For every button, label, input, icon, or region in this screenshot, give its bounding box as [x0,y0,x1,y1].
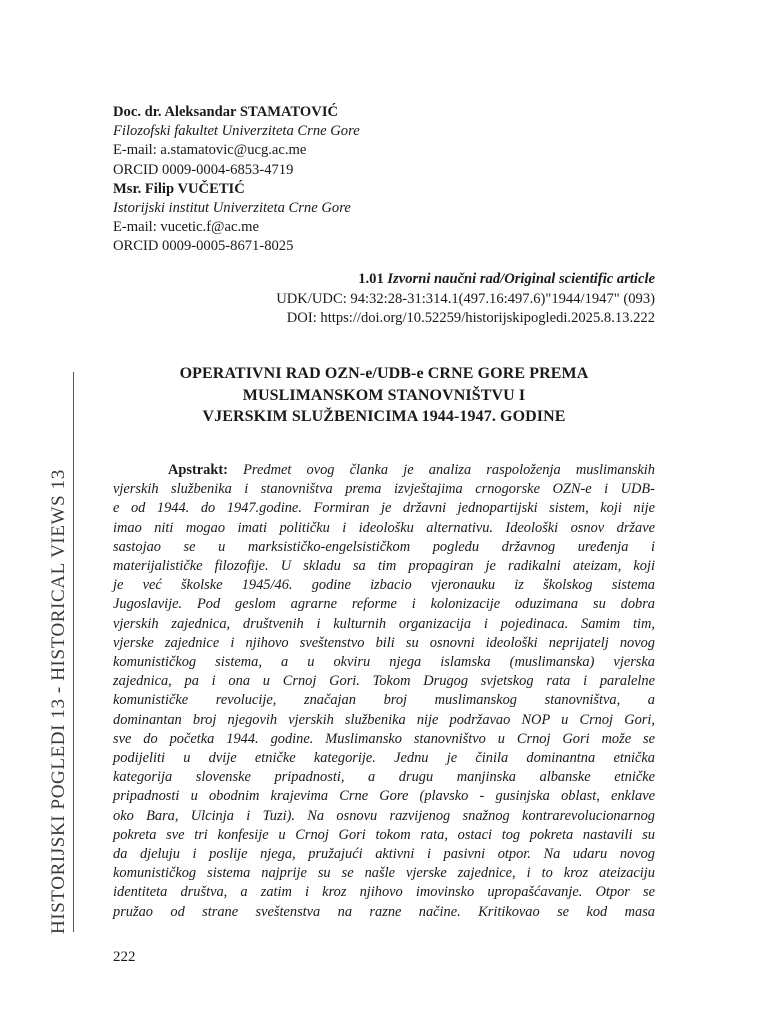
author-block [113,103,673,257]
article-meta [95,270,655,329]
abstract-line: vjerskih službenika i stanovništva prema izvještajima crnogorske OZN-e i UDB- [113,481,655,498]
author-2-email: E-mail: vucetic.f@ac.me [113,219,259,236]
page-number: 222 [113,949,136,965]
article-title [113,363,655,428]
abstract-line: pripadnosti u obodnim krajevima Crne Gore (plavsko - gusinjska oblast, enklave [113,788,655,805]
abstract-line: oko Bara, Ulcinja i Tuzi). Na osnovu razvijenog snažnog kontrarevolucionarnog [113,807,655,824]
abstract-line: pružao od strane sveštenstva na razne načine. Kritikovao se kod masa [113,903,655,920]
abstract-line: vjerskih zajednica, društvenih i kulturnih organizacija i pojedinaca. Samim tim, [113,615,655,632]
author-2-affiliation: Istorijski institut Univerziteta Crne Gore [113,200,351,217]
abstract-line: je već školske 1945/46. godine izbacio vjeronauku iz školskog sistema [113,577,655,594]
abstract-line: identiteta društva, a zatim i kroz njihovo imovinsko upropašćavanje. Otpor se [113,884,655,901]
title-line: MUSLIMANSKOM STANOVNIŠTVU I [242,386,526,404]
author-2-surname: VUČETIĆ [177,180,245,197]
author-2-orcid: ORCID 0009-0005-8671-8025 [113,238,294,255]
author-1-surname: STAMATOVIĆ [239,104,339,120]
abstract-line: dominantan broj njegovih vjerskih službenika nije podržavao NOP u Crnoj Gori, [113,711,655,728]
abstract-block [113,461,655,922]
abstract-line: podijeliti u dvije etničke kategorije. Jednu je činila dominantna etnička [113,750,655,767]
author-1-orcid: ORCID 0009-0004-6853-4719 [113,161,294,178]
abstract-line: sve do početka 1944. godine. Muslimansko stanovništvo u Crnoj Gori može se [113,730,655,747]
author-name-1 [113,103,673,122]
abstract-line: komunističkog sistema najprije su se našle vjerske zajednice, i to kroz ateizaciju [113,865,655,882]
author-1-email: E-mail: a.stamatovic@ucg.ac.me [113,142,307,159]
abstract-line: pokreta sve tri konfesije u Crnoj Gori tokom rata, ostaci tog pokreta nastavili su [113,826,655,843]
category-number: 1.01 [358,271,388,287]
abstract-line: vjerske zajednice i njihovo sveštenstvo bili su osnovni ideološki neprijatelj novog [113,634,655,651]
author-1-prefix: Doc. dr. Aleksandar [113,104,240,120]
abstract-lead: Apstrakt: [168,462,228,478]
abstract-line: da djeluju i poslije njega, pružajući aktivni i pasivni otpor. Na udaru novog [113,846,655,863]
abstract-line: zajednica, pa i ona u Crnoj Gori. Tokom Drugog svjetskog rata i paralelne [113,673,655,690]
author-2-prefix: Msr. Filip [113,180,178,197]
category-label: Izvorni naučni rad/Original scientific article [387,271,655,287]
udc-code: UDK/UDC: 94:32:28-31:314.1(497.16:497.6)"1944/1947" (093) [276,290,655,307]
abstract-line: e od 1944. do 1947.godine. Formiran je državni jednopartijski sistem, koji nije [113,500,655,517]
abstract-text: Predmet ovog članka je analiza raspoloženja muslimanskih [227,462,655,478]
abstract-line: komunističke revolucije, značajan broj muslimanskog stanovništva, a [113,692,655,709]
doi-link: DOI: https://doi.org/10.52259/historijskipogledi.2025.8.13.222 [286,310,655,326]
sidebar-divider [73,372,74,932]
abstract-line: sastojao se u marksističko-engelsističkom pogledu državnog uređenja i [113,538,655,555]
article-category [95,270,655,290]
abstract-line: materijalističke filozofije. U skladu sa tim propagiran je radikalni ateizam, koji [113,558,655,575]
running-title-vertical: HISTORIJSKI POGLEDI 13 - HISTORICAL VIEWS 13 [48,469,69,934]
abstract-line [113,461,655,480]
title-line: OPERATIVNI RAD OZN-e/UDB-e CRNE GORE PREMA [179,365,589,382]
abstract-line: komunističkog sistema, a u okviru njega islamska (muslimanska) vjerska [113,654,655,671]
abstract-line: Jugoslavije. Pod geslom agrarne reforme i kolonizacije oduzimana su dobra [113,596,655,613]
author-1-affiliation: Filozofski fakultet Univerziteta Crne Gore [113,123,360,140]
title-line: VJERSKIM SLUŽBENICIMA 1944-1947. GODINE [202,408,566,425]
abstract-line: imao niti mogao imati političku i ideološku alternativu. Ideološki osnov države [113,519,655,536]
abstract-line: kategorija slovenske pripadnosti, a drugu manjinska albanske etničke [113,769,655,786]
author-name-2 [113,180,673,199]
